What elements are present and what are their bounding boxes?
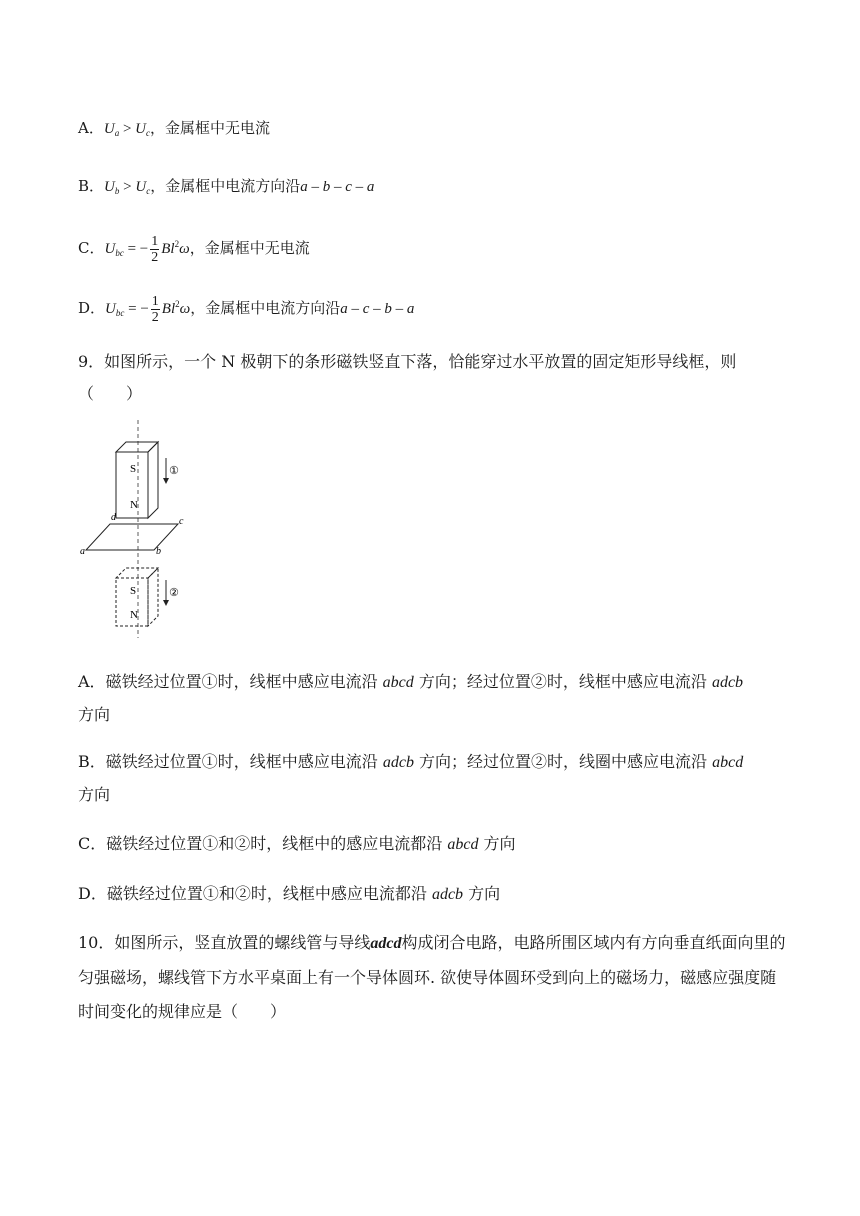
q9-stem: 9．如图所示，一个 N 极朝下的条形磁铁竖直下落，恰能穿过水平放置的固定矩形导线框，则 （ ） <box>78 346 788 410</box>
fraction: $\frac{1}{2}$ <box>151 294 159 326</box>
current-path: a – c – b – a <box>340 301 415 317</box>
fraction: $\frac{1}{2}$ <box>151 234 159 266</box>
magnet-loop-figure <box>78 420 198 640</box>
option-label: B． <box>78 177 105 195</box>
formula: $U_b > U_c$ <box>104 179 151 196</box>
option-text: ，金属框中电流方向沿 <box>190 299 341 317</box>
magnet-top-n: N <box>130 499 138 511</box>
formula: $U_a > U_c$ <box>103 121 150 138</box>
corner-a: a <box>80 546 85 557</box>
q8-option-b <box>78 176 374 201</box>
answer-parentheses: （ ） <box>78 384 143 403</box>
corner-d: d <box>111 512 116 523</box>
position-1-label: ① <box>169 464 179 477</box>
corner-c: c <box>179 516 184 527</box>
option-text: ，金属框中无电流 <box>189 239 310 257</box>
option-label: D． <box>78 299 106 317</box>
q8-option-a <box>78 118 270 143</box>
option-text: ，金属框中无电流 <box>150 119 271 137</box>
option-text: ，金属框中电流方向沿 <box>150 177 301 195</box>
position-2-label: ② <box>169 586 179 599</box>
formula: $U_{bc}$ = − $\frac{1}{2}$ Bl$^2$ω <box>105 294 191 326</box>
q9-option-b: B．磁铁经过位置①时，线框中感应电流沿 adcb 方向；经过位置②时，线圈中感应电流沿 abcd 方向 <box>78 752 744 804</box>
magnet-top-s: S <box>130 463 137 475</box>
q8-option-c <box>78 226 310 271</box>
option-label: A． <box>78 119 104 137</box>
current-path: a – b – c – a <box>300 179 375 195</box>
magnet-bottom-n: N <box>130 609 138 621</box>
q9-option-a: A．磁铁经过位置①时，线框中感应电流沿 abcd 方向；经过位置②时，线框中感应电流沿 adcb 方向 <box>78 672 744 724</box>
q10-stem: 10．如图所示，竖直放置的螺线管与导线adcd构成闭合电路，电路所围区域内有方向垂直纸面向里的匀强磁场，螺线管下方水平桌面上有一个导体圆环. 欲使导体圆环受到向上的磁场力，磁感应强度随时间变化的规律应是（ ） <box>78 933 786 1021</box>
formula: $U_{bc}$ = − $\frac{1}{2}$ Bl$^2$ω <box>104 234 190 266</box>
q8-option-d <box>78 286 414 331</box>
q9-option-c: C．磁铁经过位置①和②时，线框中的感应电流都沿 abcd 方向 <box>78 834 516 853</box>
rect-loop <box>86 524 178 550</box>
q9-option-d: D．磁铁经过位置①和②时，线框中感应电流都沿 adcb 方向 <box>78 884 501 903</box>
magnet-bottom-s: S <box>130 585 137 597</box>
corner-b: b <box>156 546 161 557</box>
option-label: C． <box>78 239 105 257</box>
